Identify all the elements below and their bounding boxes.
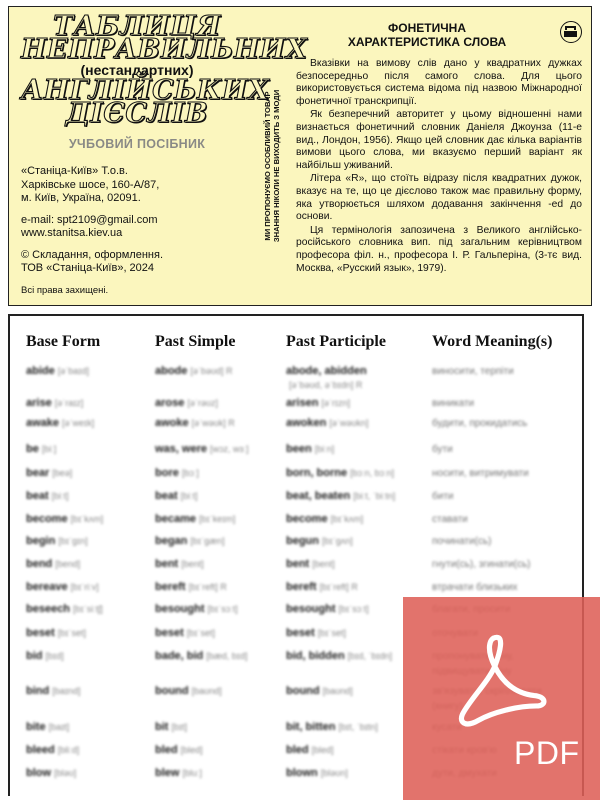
cell-word-meaning — [432, 442, 572, 457]
cell-past-participle — [286, 466, 394, 480]
cell-base-form — [26, 416, 94, 430]
past-participle: arisen — [286, 397, 319, 409]
cell-past-participle — [286, 743, 334, 757]
past-transcription: [bɪˈset] — [186, 628, 215, 638]
title-line-4: АНГЛІЙСЬКИХ — [21, 75, 270, 106]
rights-reserved: Всі права захищені. — [21, 284, 109, 296]
base-transcription: [əˈraɪz] — [54, 398, 84, 408]
cell-base-form — [26, 557, 80, 571]
cell-past-simple — [155, 602, 238, 616]
word-meaning: виникати — [432, 398, 475, 409]
past-participle: awoken — [286, 417, 327, 429]
past-simple: became — [155, 513, 196, 525]
word-meaning: бути — [432, 444, 453, 455]
past-simple: arose — [155, 397, 185, 409]
cell-base-form — [26, 743, 79, 757]
past-participle: abode, abidden — [286, 365, 367, 377]
base-transcription: [bɪˈriːv] — [70, 582, 99, 592]
base-form: bleed — [26, 744, 55, 756]
word-meaning: носити, витримувати — [432, 468, 529, 479]
past-transcription: [baʊnd] — [191, 686, 222, 696]
past-simple: bereft — [155, 581, 186, 593]
base-transcription: [biː] — [41, 444, 57, 454]
phonetics-title-line-1: ФОНЕТИЧНА — [388, 21, 466, 35]
vertical-slogan — [256, 77, 288, 255]
word-meaning: втрачати близьких — [432, 582, 518, 593]
participle-transcription: [əˈwəʊkn] — [329, 418, 369, 428]
cell-past-simple — [155, 766, 202, 780]
title-line-1: ТАБЛИЦЯ — [53, 11, 221, 42]
cell-past-participle — [286, 489, 395, 503]
participle-transcription: [əˈrɪzn] — [321, 398, 351, 408]
participle-transcription: [bɪˈsɔːt] — [338, 604, 369, 614]
participle-transcription: [bɔːn, bɔːn] — [350, 468, 395, 478]
participle-transcription: [əˈbəʊd, əˈbɪdn] R — [289, 380, 363, 390]
pdf-badge[interactable] — [403, 597, 600, 800]
base-form: bend — [26, 558, 53, 570]
cell-word-meaning — [432, 534, 572, 549]
base-form: blow — [26, 767, 52, 779]
cell-base-form — [26, 466, 72, 480]
cell-past-participle — [286, 649, 392, 663]
past-participle: bereft — [286, 581, 317, 593]
past-simple: bound — [155, 685, 189, 697]
cell-past-participle — [286, 580, 358, 594]
base-form: beset — [26, 627, 55, 639]
cell-base-form — [26, 602, 103, 616]
word-meaning: будити, прокидатись — [432, 418, 528, 429]
base-form: beat — [26, 490, 49, 502]
cell-word-meaning — [432, 580, 572, 595]
base-form: bid — [26, 650, 43, 662]
past-participle: bit, bitten — [286, 721, 336, 733]
base-form: become — [26, 513, 68, 525]
base-transcription: [bləʊ] — [54, 768, 77, 778]
past-transcription: [əˈbəʊd] R — [190, 366, 233, 376]
participle-transcription: [bɪd, ˈbɪdn] — [347, 651, 393, 661]
past-simple: bent — [155, 558, 179, 570]
publisher-website: www.stanitsa.kiev.ua — [21, 227, 123, 239]
cell-past-participle — [286, 720, 378, 734]
cell-word-meaning — [432, 489, 572, 504]
phonetics-title-line-2: ХАРАКТЕРИСТИКА СЛОВА — [347, 35, 507, 49]
publisher-info — [21, 165, 253, 297]
past-simple: beat — [155, 490, 178, 502]
publisher-email: e-mail: spt2109@gmail.com — [21, 213, 158, 226]
base-transcription: [bliːd] — [57, 745, 80, 755]
base-transcription: [əˈbaɪd] — [57, 366, 89, 376]
cell-base-form — [26, 580, 99, 594]
cell-base-form — [26, 649, 64, 663]
past-transcription: [bent] — [181, 559, 204, 569]
cell-past-simple — [155, 720, 187, 734]
base-form: awake — [26, 417, 60, 429]
cell-past-participle — [286, 766, 348, 780]
past-participle: bound — [286, 685, 320, 697]
cell-past-simple — [155, 684, 222, 698]
base-form: be — [26, 443, 39, 455]
past-simple: beset — [155, 627, 184, 639]
phonetics-paragraph: Як безперечний авторитет у цьому відношенні нами визнається фонетичний словник Даніеля Джоунза (11-е вид., Лондон, 1956). Якщо цей словник дає кілька варіантів вимови цього слова, ми вказуємо перший варіант як найбільш уживаний. — [296, 109, 582, 171]
cell-base-form — [26, 626, 86, 640]
cell-past-simple — [155, 626, 215, 640]
cell-past-simple — [155, 557, 204, 571]
cell-past-simple — [155, 396, 218, 410]
past-simple: began — [155, 535, 188, 547]
word-meaning: ставати — [432, 514, 468, 525]
past-transcription: [bɔː] — [181, 468, 199, 478]
base-transcription: [baɪnd] — [52, 686, 81, 696]
past-simple: was, were — [155, 443, 207, 455]
past-transcription: [wɔz, wɜː] — [209, 444, 249, 454]
past-participle: been — [286, 443, 312, 455]
past-participle: beat, beaten — [286, 490, 351, 502]
cell-base-form — [26, 364, 89, 378]
cell-word-meaning — [432, 416, 572, 431]
cell-word-meaning — [432, 364, 572, 379]
base-form: arise — [26, 397, 52, 409]
header-past-participle: Past Participle — [286, 333, 386, 350]
past-participle: blown — [286, 767, 318, 779]
title-line-3: (нестандартних) — [80, 62, 194, 78]
base-transcription: [baɪt] — [48, 722, 70, 732]
title-line-2: НЕПРАВИЛЬНИХ — [21, 34, 308, 65]
base-form: begin — [26, 535, 56, 547]
past-simple: bade, bid — [155, 650, 204, 662]
cell-past-participle — [286, 512, 363, 526]
cell-past-participle — [286, 416, 369, 430]
past-transcription: [bɪˈsɔːt] — [207, 604, 238, 614]
cell-past-simple — [155, 442, 249, 456]
participle-transcription: [bɪˈreft] R — [319, 582, 358, 592]
publisher-logo-icon — [560, 21, 582, 43]
cell-past-simple — [155, 364, 233, 378]
past-transcription: [bled] — [180, 745, 203, 755]
past-simple: bled — [155, 744, 178, 756]
past-simple: besought — [155, 603, 205, 615]
past-simple: bit — [155, 721, 169, 733]
cell-word-meaning — [432, 557, 572, 572]
word-meaning: гнути(сь), згинати(сь) — [432, 559, 531, 570]
past-transcription: [biːt] — [180, 491, 198, 501]
book-subtitle: УЧБОВИЙ ПОСІБНИК — [68, 137, 206, 151]
cell-base-form — [26, 489, 69, 503]
participle-transcription: [bent] — [312, 559, 335, 569]
participle-transcription: [biːn] — [314, 444, 335, 454]
cell-base-form — [26, 512, 103, 526]
past-transcription: [bɪˈgæn] — [190, 536, 225, 546]
header-word-meaning: Word Meaning(s) — [432, 333, 553, 350]
past-participle: bled — [286, 744, 309, 756]
past-participle: beset — [286, 627, 315, 639]
base-transcription: [əˈweɪk] — [62, 418, 95, 428]
past-simple: blew — [155, 767, 180, 779]
base-form: bite — [26, 721, 46, 733]
past-participle: bid, bidden — [286, 650, 345, 662]
participle-transcription: [bɪˈgʌn] — [322, 536, 353, 546]
cell-word-meaning — [432, 512, 572, 527]
cell-base-form — [26, 766, 76, 780]
base-transcription: [bɪˈkʌm] — [70, 514, 104, 524]
base-form: bind — [26, 685, 50, 697]
word-meaning: починати(сь) — [432, 536, 492, 547]
phonetics-paragraph: Вказівки на вимову слів дано у квадратних дужках безпосередньо після самого слова. Для цього використовується система відома під назвою Міжнародної фонетичної транскрипції. — [296, 58, 582, 107]
base-form: beseech — [26, 603, 71, 615]
past-participle: bent — [286, 558, 310, 570]
past-transcription: [bluː] — [182, 768, 202, 778]
past-participle: become — [286, 513, 328, 525]
cell-past-participle — [286, 602, 369, 616]
copyright-line: © Складання, оформлення. — [21, 248, 163, 261]
cell-past-simple — [155, 512, 235, 526]
cell-past-simple — [155, 416, 235, 430]
base-transcription: [biːt] — [51, 491, 69, 501]
cell-base-form — [26, 534, 88, 548]
past-transcription: [bɪˈreft] R — [188, 582, 227, 592]
participle-transcription: [baʊnd] — [322, 686, 353, 696]
past-participle: born, borne — [286, 467, 348, 479]
base-form: bear — [26, 467, 50, 479]
info-card — [8, 6, 592, 306]
past-simple: bore — [155, 467, 179, 479]
cell-past-participle — [286, 534, 353, 548]
cell-base-form — [26, 442, 56, 456]
word-meaning: бити — [432, 491, 454, 502]
phonetics-body — [296, 58, 582, 275]
cell-past-participle — [286, 626, 346, 640]
header-base-form: Base Form — [26, 333, 101, 350]
base-transcription: [bɪˈsiːtʃ] — [73, 604, 103, 614]
past-participle: begun — [286, 535, 319, 547]
past-simple: abode — [155, 365, 188, 377]
phonetics-section — [296, 21, 582, 276]
past-participle: besought — [286, 603, 336, 615]
cell-past-participle — [286, 396, 350, 410]
cell-past-participle — [286, 364, 367, 392]
past-transcription: [əˈrəʊz] — [187, 398, 218, 408]
word-meaning: виносити, терпіти — [432, 366, 514, 377]
cell-base-form — [26, 720, 69, 734]
participle-transcription: [bled] — [311, 745, 334, 755]
vertical-slogan-text: МИ ПРОПОНУЄМО ОСОБЛИВИЙ ТОВАР ЗНАННЯ НІКОЛИ НЕ ВИХОДИТЬ З МОДИ — [263, 89, 281, 243]
cell-past-simple — [155, 743, 203, 757]
pdf-label: PDF — [514, 735, 580, 771]
cell-past-simple — [155, 489, 198, 503]
header-past-simple: Past Simple — [155, 333, 236, 350]
past-transcription: [bɪt] — [171, 722, 188, 732]
base-transcription: [bɪˈgɪn] — [58, 536, 88, 546]
base-transcription: [bɪˈset] — [57, 628, 86, 638]
cell-base-form — [26, 396, 83, 410]
cell-past-simple — [155, 534, 225, 548]
cell-past-participle — [286, 557, 335, 571]
phonetics-paragraph: Ця термінологія запозичена з Великого англійсько-російського словника вип. під загальним керівництвом професора філ. н., професора І. Р. Гальперіна, (3-тє вид. Москва, «Русский язык», 1979). — [296, 224, 582, 274]
publisher-line: м. Київ, Україна, 02091. — [21, 192, 141, 204]
past-simple: awoke — [155, 417, 189, 429]
publisher-line: «Станіца-Київ» Т.о.в. — [21, 165, 128, 177]
base-transcription: [bend] — [55, 559, 81, 569]
phonetics-paragraph: Літера «R», що стоїть відразу після квадратних дужок, вказує на те, що це дієслово також має правильну форму, яка утворюється шляхом додавання закінчення -ed до основи. — [296, 173, 582, 223]
base-transcription: [bɪd] — [45, 651, 64, 661]
past-transcription: [bɪˈkeɪm] — [198, 514, 236, 524]
pdf-acrobat-icon — [449, 629, 553, 733]
participle-transcription: [bɪt, ˈbɪtn] — [338, 722, 378, 732]
past-transcription: [bæd, bɪd] — [206, 651, 248, 661]
cell-base-form — [26, 684, 80, 698]
cell-past-participle — [286, 442, 334, 456]
base-form: abide — [26, 365, 55, 377]
base-transcription: [beə] — [52, 468, 73, 478]
participle-transcription: [bɪˈset] — [317, 628, 346, 638]
participle-transcription: [bləʊn] — [320, 768, 348, 778]
cell-word-meaning — [432, 396, 572, 411]
publisher-line: Харківське шосе, 160-А/87, — [21, 178, 160, 191]
participle-transcription: [bɪˈkʌm] — [330, 514, 364, 524]
copyright-line: ТОВ «Станіца-Київ», 2024 — [21, 262, 155, 274]
cell-past-simple — [155, 649, 248, 663]
cell-word-meaning — [432, 466, 572, 481]
participle-transcription: [biːt, ˈbiːtn] — [353, 491, 396, 501]
cell-past-simple — [155, 580, 227, 594]
title-line-5: ДІЄСЛІВ — [65, 98, 209, 129]
cell-past-participle — [286, 684, 353, 698]
cell-past-simple — [155, 466, 199, 480]
base-form: bereave — [26, 581, 68, 593]
past-transcription: [əˈwəʊk] R — [191, 418, 235, 428]
